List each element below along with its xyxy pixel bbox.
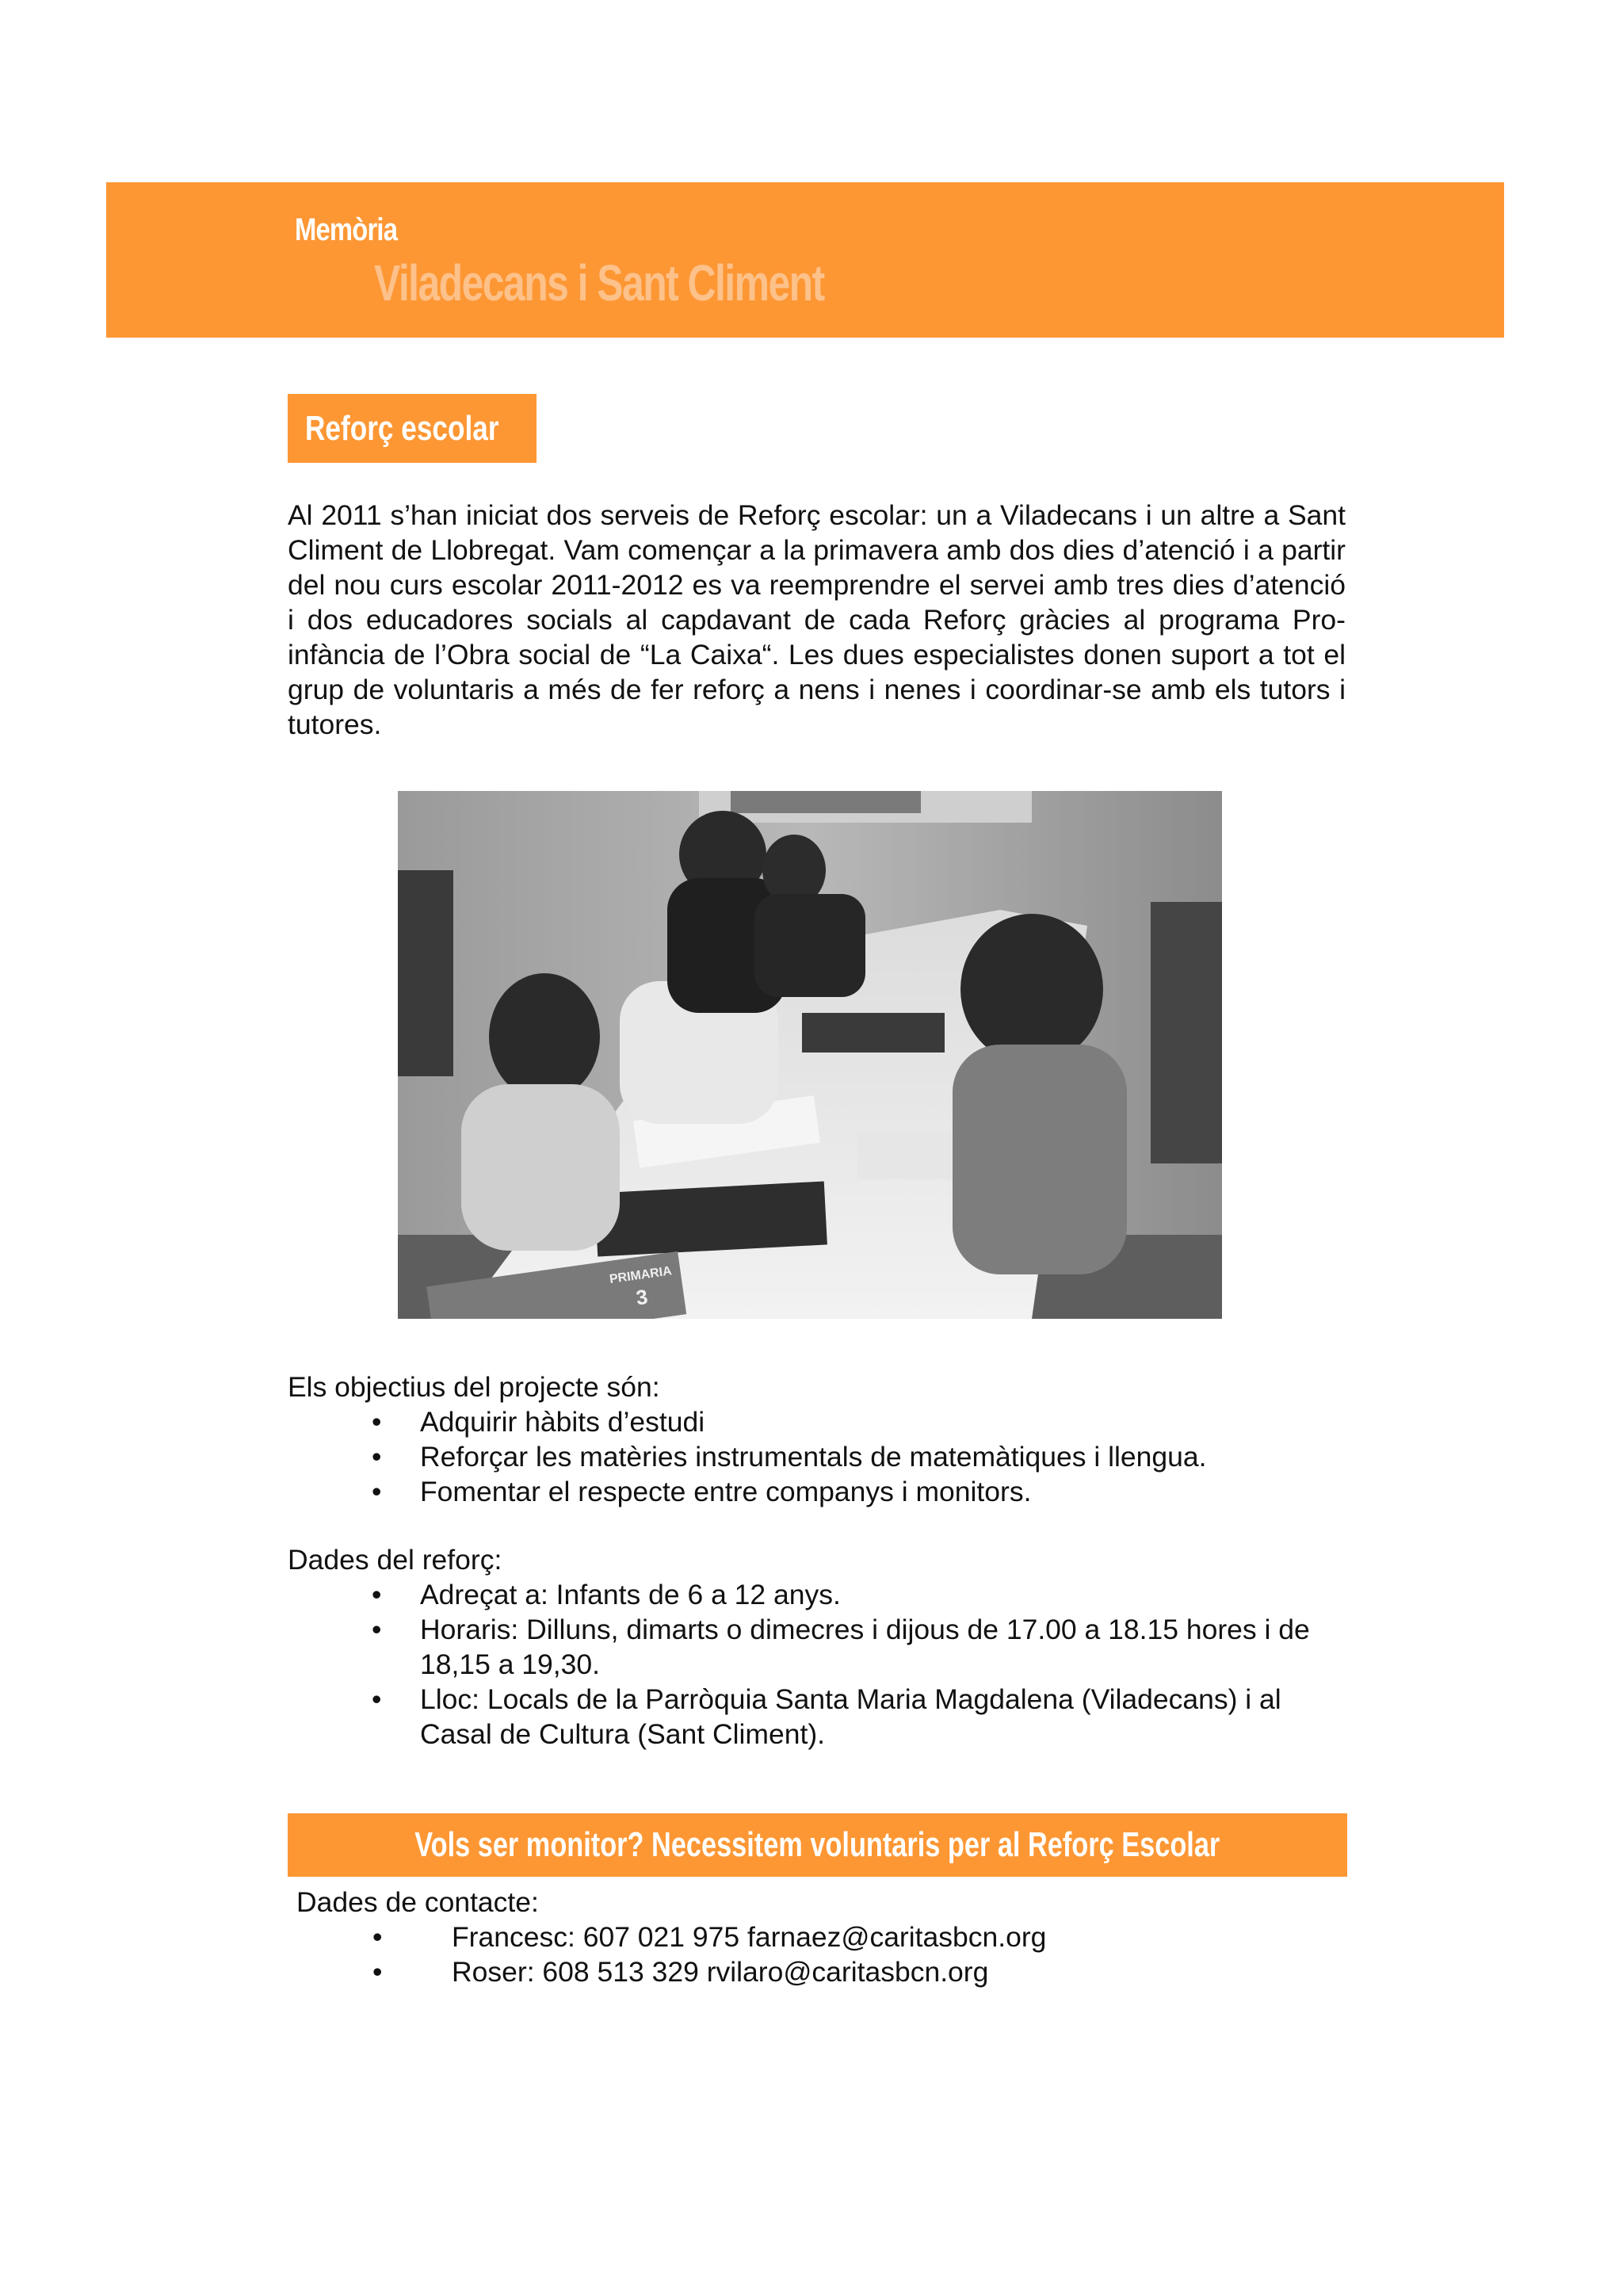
bullet-icon: • bbox=[372, 1956, 383, 1988]
list-item-text: Reforçar les matèries instrumentals de matemàtiques i llengua. bbox=[420, 1441, 1207, 1473]
list-item-text: Horaris: Dilluns, dimarts o dimecres i dijous de 17.00 a 18.15 hores i de 18,15 a 19,30. bbox=[420, 1614, 1310, 1680]
photo-child-right-body bbox=[953, 1045, 1127, 1274]
bullet-icon: • bbox=[372, 1476, 382, 1507]
classroom-photo bbox=[398, 791, 1222, 1319]
photo-chair-left bbox=[398, 870, 453, 1076]
list-item bbox=[288, 1474, 1350, 1509]
bullet-icon: • bbox=[372, 1921, 383, 1953]
list-item bbox=[288, 1612, 1350, 1682]
contact-section bbox=[296, 1885, 1358, 1989]
bullet-icon: • bbox=[372, 1614, 382, 1645]
photo-book-number: 3 bbox=[634, 1284, 650, 1310]
bullet-icon: • bbox=[372, 1406, 382, 1438]
bullet-icon: • bbox=[372, 1579, 382, 1610]
bullet-icon: • bbox=[372, 1441, 382, 1473]
photo-folder-2 bbox=[802, 1013, 945, 1052]
bullet-icon: • bbox=[372, 1683, 382, 1715]
photo-child-left-body bbox=[461, 1084, 620, 1251]
contact-francesc: Francesc: 607 021 975 farnaez@caritasbcn.org bbox=[452, 1921, 1047, 1953]
header-subtitle: Viladecans i Sant Climent bbox=[374, 254, 824, 311]
photo-child-boy-body bbox=[754, 894, 865, 997]
volunteer-callout bbox=[288, 1813, 1347, 1877]
volunteer-callout-text: Vols ser monitor? Necessitem voluntaris per al Reforç Escolar bbox=[414, 1825, 1220, 1864]
photo-child-right-head bbox=[960, 914, 1103, 1064]
intro-paragraph: Al 2011 s’han iniciat dos serveis de Reforç escolar: un a Viladecans i un altre a Sant Climent de Llobregat. Vam començar a la primavera amb dos dies d’atenció i a partir del nou curs escolar 2011-2012 es va reemprendre el servei amb tres dies d’atenció i dos educadores socials al capdavant de cada Reforç gràcies al programa Pro-infància de l’Obra social de “La Caixa“. Les dues especialistes donen suport a tot el grup de voluntaris a més de fer reforç a nens i nenes i coordinar-se amb els tutors i tutores. bbox=[288, 499, 1346, 740]
header-band bbox=[106, 182, 1504, 338]
details-heading: Dades del reforç: bbox=[288, 1544, 502, 1576]
section-title-tab bbox=[288, 394, 537, 463]
header-title: Memòria bbox=[295, 212, 398, 247]
list-item-text: Adquirir hàbits d’estudi bbox=[420, 1406, 705, 1438]
list-item bbox=[288, 1577, 1350, 1612]
list-item bbox=[288, 1682, 1350, 1752]
photo-chair-right bbox=[1151, 902, 1222, 1163]
objectives-list bbox=[288, 1404, 1350, 1509]
photo-book-label: PRIMARIA bbox=[609, 1264, 673, 1287]
section-title: Reforç escolar bbox=[305, 408, 499, 448]
contact-heading: Dades de contacte: bbox=[296, 1886, 539, 1918]
contact-list bbox=[296, 1920, 1358, 1989]
photo-window bbox=[731, 791, 921, 813]
details-section bbox=[288, 1542, 1350, 1752]
contact-roser: Roser: 608 513 329 rvilaro@caritasbcn.org bbox=[452, 1956, 989, 1988]
list-item bbox=[288, 1439, 1350, 1474]
list-item bbox=[296, 1920, 1358, 1954]
photo-paper-2 bbox=[857, 1132, 960, 1179]
list-item-text: Fomentar el respecte entre companys i monitors. bbox=[420, 1476, 1032, 1507]
list-item bbox=[288, 1404, 1350, 1439]
details-list bbox=[288, 1577, 1350, 1752]
list-item-text: Lloc: Locals de la Parròquia Santa Maria Magdalena (Viladecans) i al Casal de Cultura (Sant Climent). bbox=[420, 1683, 1281, 1750]
objectives-section bbox=[288, 1370, 1350, 1509]
list-item bbox=[296, 1954, 1358, 1989]
photo-folder bbox=[594, 1181, 827, 1256]
photo-child-left-head bbox=[489, 973, 600, 1100]
list-item-text: Adreçat a: Infants de 6 a 12 anys. bbox=[420, 1579, 841, 1610]
objectives-heading: Els objectius del projecte són: bbox=[288, 1371, 660, 1403]
